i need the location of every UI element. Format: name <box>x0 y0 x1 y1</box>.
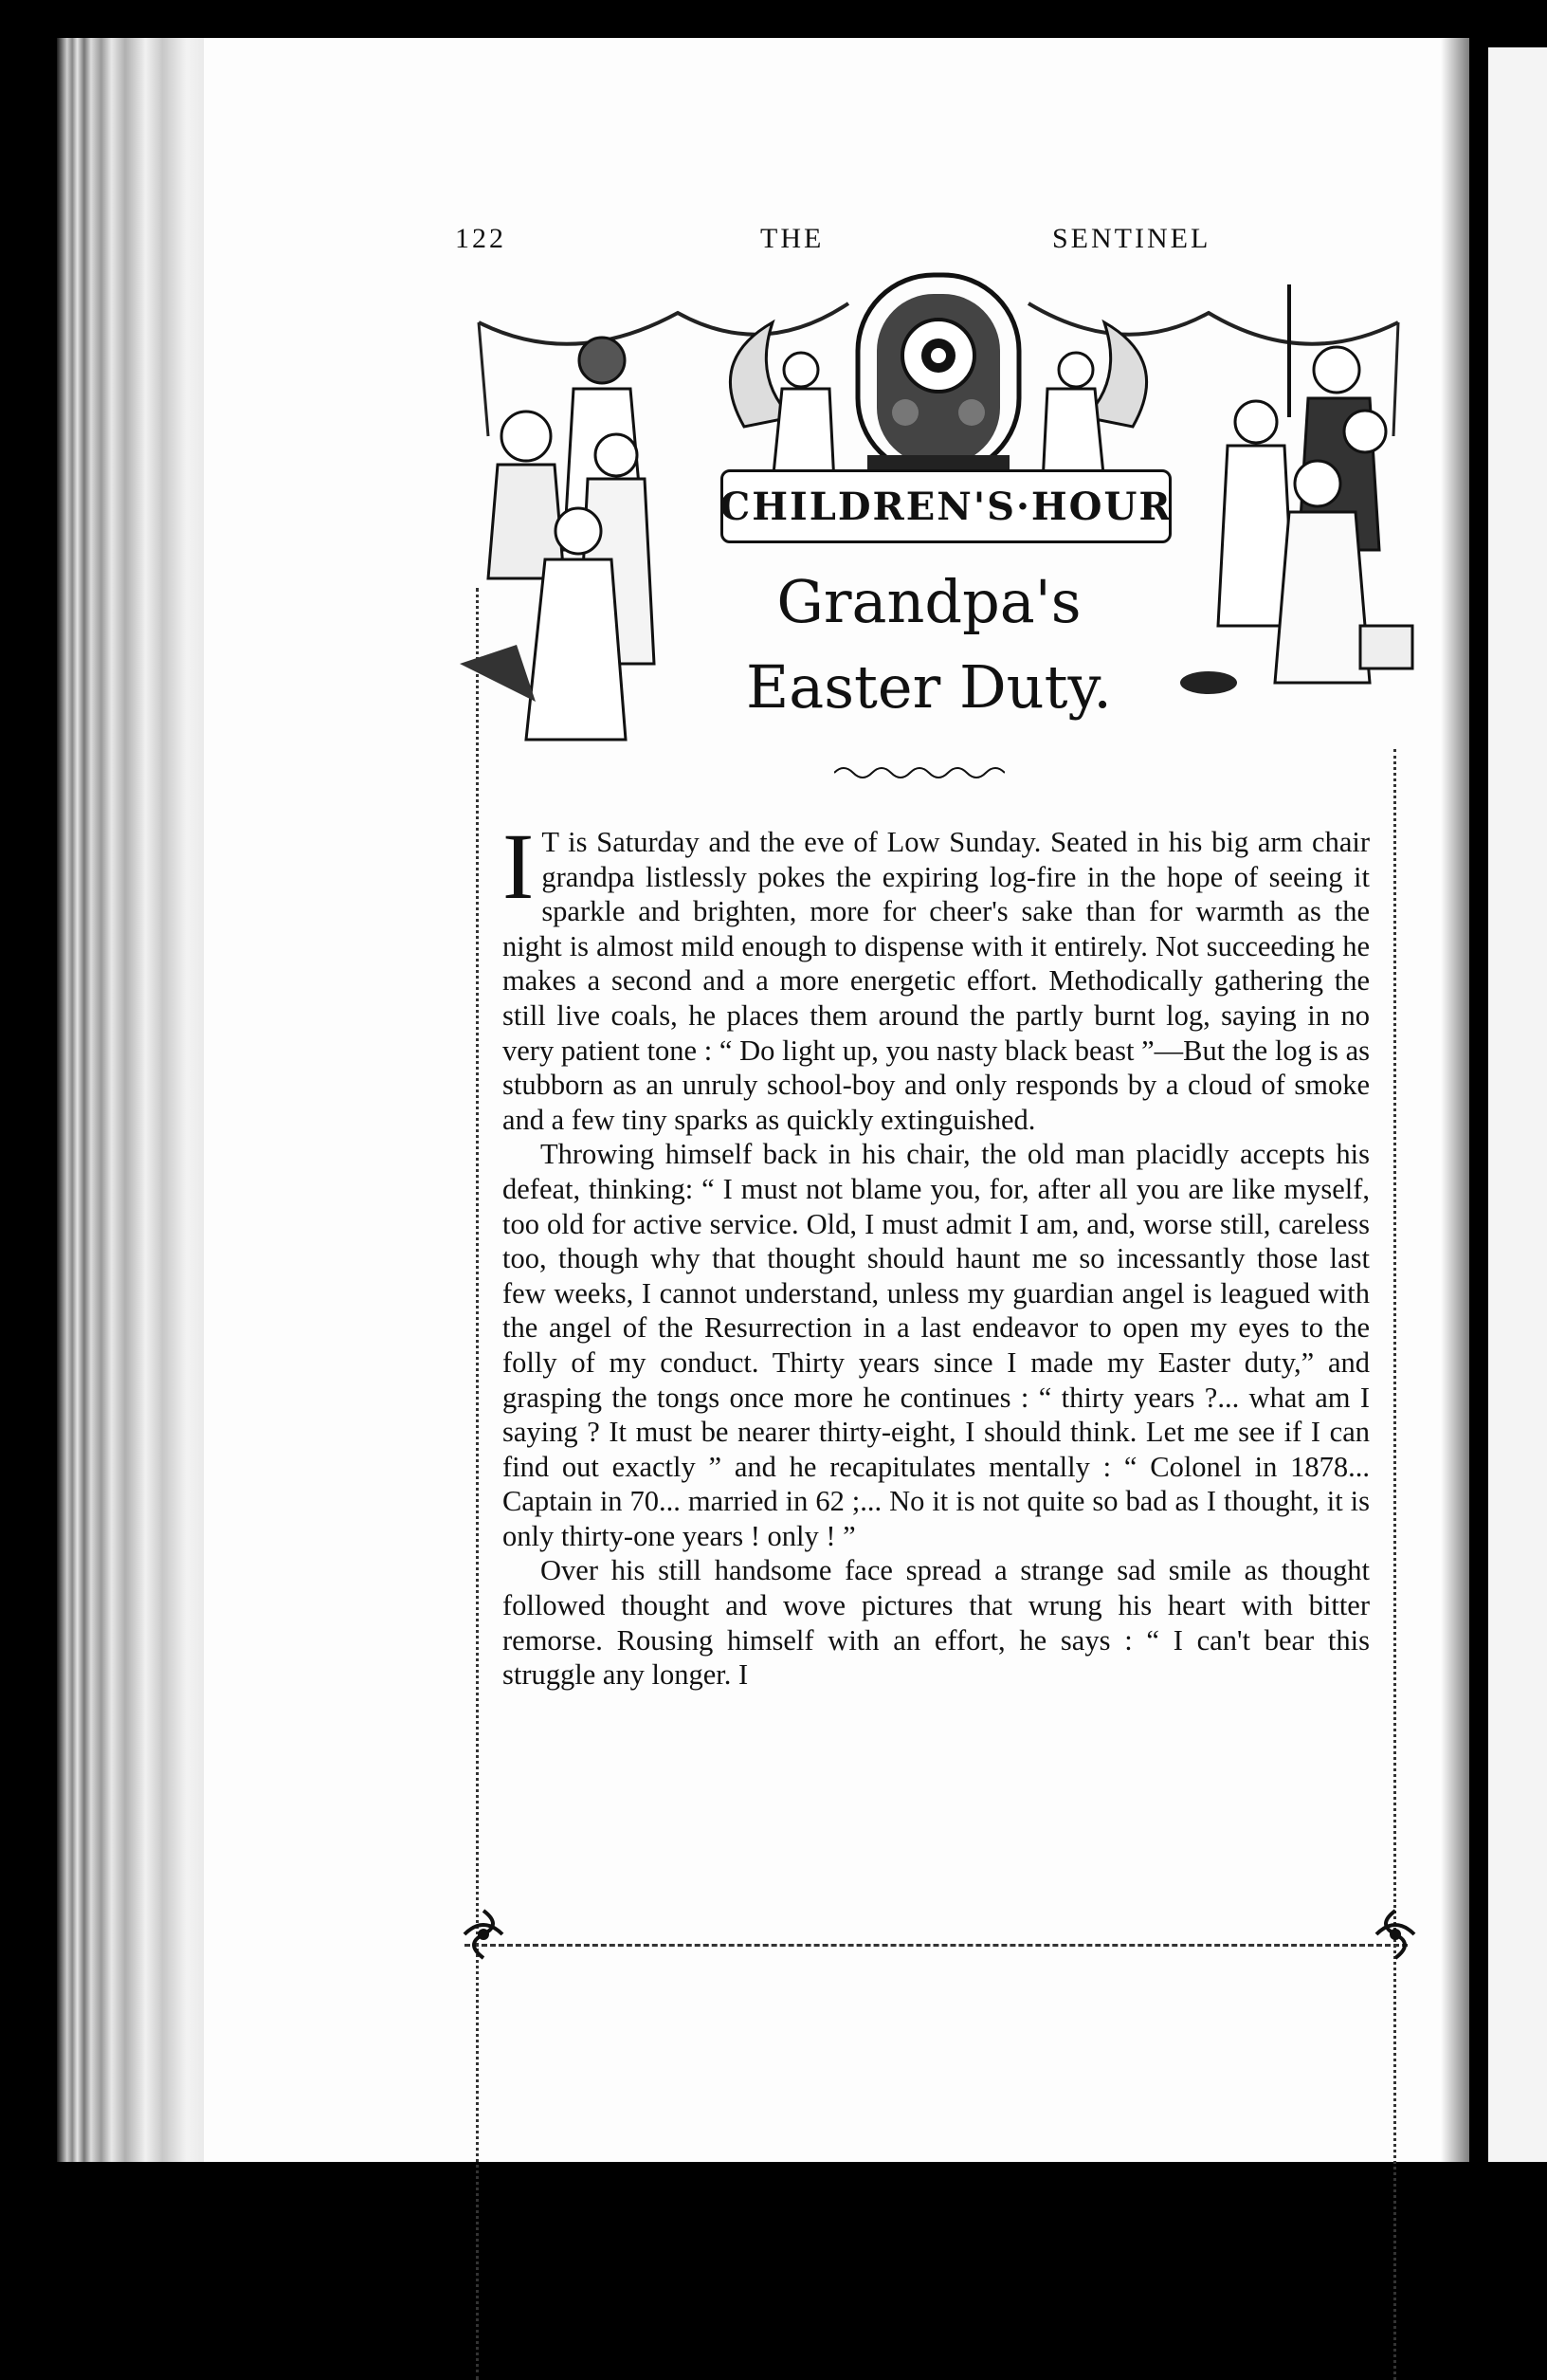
frame-bottom-border <box>464 1944 1408 1952</box>
floral-corner-icon <box>1367 1906 1424 1963</box>
article-body <box>502 814 1370 1693</box>
facing-page-edge <box>1488 47 1547 2162</box>
kneeling-angel-icon-left <box>730 322 834 484</box>
wavy-ornament-icon <box>834 763 1005 782</box>
frame-left-border <box>476 588 488 2380</box>
book-page-edges <box>57 38 228 2162</box>
drop-cap: I <box>502 814 535 919</box>
paragraph-1 <box>502 814 1370 1137</box>
praying-children-icon <box>460 338 654 740</box>
frame-right-border <box>1393 749 1406 2380</box>
page-fold-shadow <box>1441 38 1488 2162</box>
title-line-2: Easter Duty. <box>745 652 1113 722</box>
monstrance-icon <box>858 275 1019 493</box>
article-title <box>664 559 1194 730</box>
running-head-sentinel: SENTINEL <box>1052 223 1211 254</box>
running-head <box>455 223 1232 261</box>
page-number: 122 <box>455 223 506 254</box>
kneeling-angel-icon-right <box>1043 322 1147 484</box>
paragraph-1-text: T is Saturday and the eve of Low Sunday. Seated in his big arm chair grandpa listlessly pokes the expiring log-fire in the hope of seeing it sparkle and brighten, more for cheer's sake than for warmth as the night is almost mild enough to dispense with it entirely. Not succeeding he makes a second and a more energetic effort. Methodically gathering the still live coals, he places them around the partly burnt log, saying in no very patient tone : “ Do light up, you nasty black beast ”—But the log is as stubborn as an unruly school-boy and only responds by a cloud of smoke and a few tiny sparks as quickly extinguished. <box>502 826 1370 1136</box>
floral-corner-icon <box>455 1906 512 1963</box>
paragraph-2: Throwing himself back in his chair, the old man placidly accepts his defeat, thinking: “ I must not blame you, for, after all you are like myself, too old for active service. Old, I must admit I am, and, worse still, careless too, though why that thought should haunt me so incessantly those last few weeks, I cannot understand, unless my guardian angel is leagued with the angel of the Resurrection in a last endeavor to open my eyes to the folly of my conduct. Thirty years since I made my Easter duty,” and grasping the tongs once more he continues : “ thirty years ?... what am I saying ? It must be nearer thirty-eight, I should think. Let me see if I can find out exactly ” and he recapitulates mentally : “ Colonel in 1878... Captain in 70... married in 62 ;... No it is not quite so bad as I thought, it is only thirty-one years ! only ! ” <box>502 1138 1370 1552</box>
title-line-1: Grandpa's <box>776 567 1082 636</box>
paragraph-3: Over his still handsome face spread a strange sad smile as thought followed thought and wove pictures that wrung his heart with bitter remorse. Rousing himself with an effort, he says : “ I can't bear this struggle any longer. I <box>502 1554 1370 1692</box>
running-head-the: THE <box>760 223 825 254</box>
praying-boys-icon <box>1180 284 1412 694</box>
childrens-hour-banner: CHILDREN'S·HOUR <box>720 469 1172 543</box>
